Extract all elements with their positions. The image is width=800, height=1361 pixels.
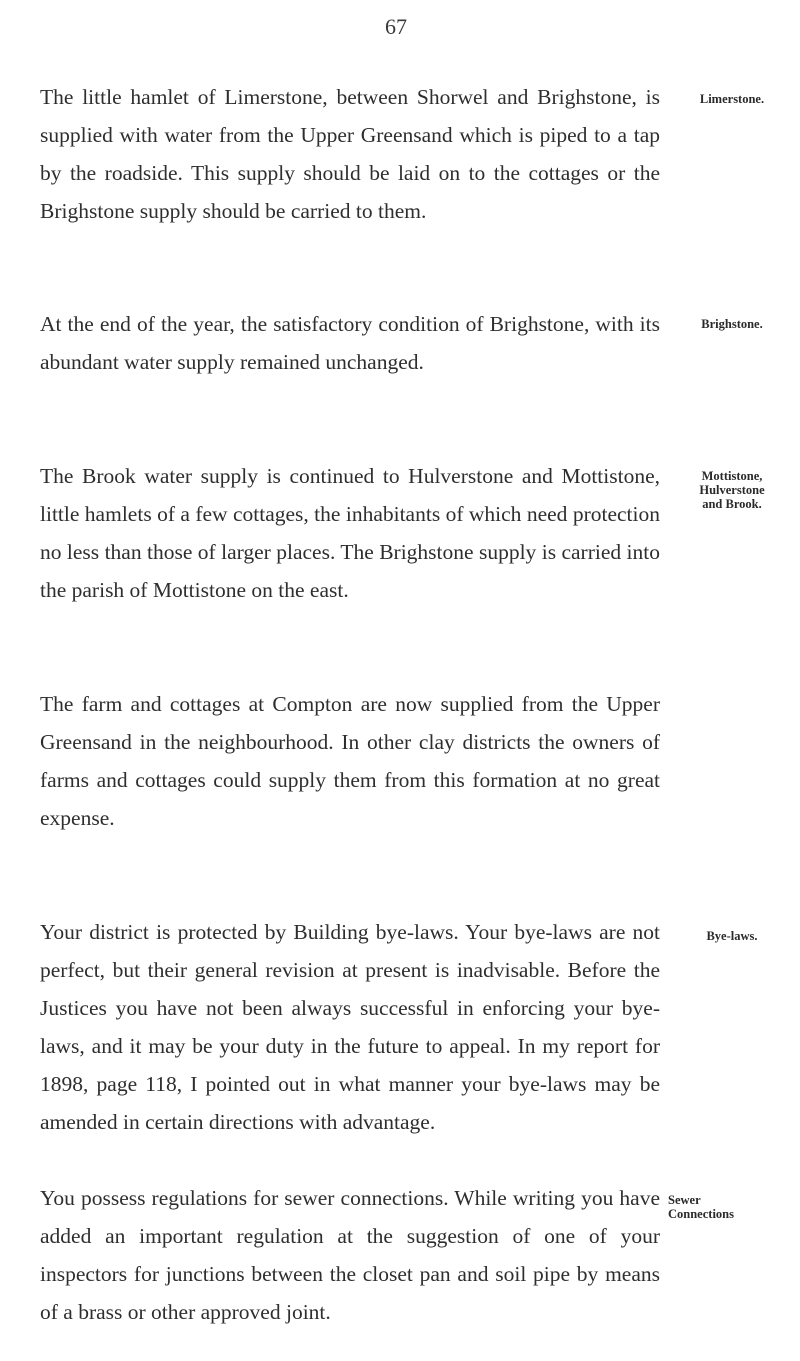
margin-note-line: and Brook. (702, 497, 762, 511)
margin-note-byelaws: Bye-laws. (706, 929, 758, 943)
paragraph-limerstone: The little hamlet of Limerstone, between Shorwel and Brighstone, is supplied with water from the Upper Greensand which is piped to a tap by the roadside. This supply should be laid on to the cottages or the Brighstone supply should be carried to them. (40, 85, 660, 223)
paragraph-brighstone: At the end of the year, the satisfactory condition of Brighstone, with its abundant water supply remained unchanged. (40, 312, 660, 374)
paragraph-byelaws: Your district is protected by Building bye-laws. Your bye-laws are not perfect, but their general revision at present is inadvisable. Before the Justices you have not been always successful in enforcing your bye-laws, and it may be your duty in the future to appeal. In my report for 1898, page 118, I pointed out in what manner your bye-laws may be amended in certain directions with advantage. (40, 920, 660, 1134)
page-number: 67 (385, 14, 407, 39)
paragraph-brook: The Brook water supply is continued to Hulverstone and Mottistone, little hamlets of a few cottages, the inhabitants of which need protection no less than those of larger places. The Brighstone supply is carried into the parish of Mottistone on the east. (40, 464, 660, 602)
paragraph-compton: The farm and cottages at Compton are now supplied from the Upper Greensand in the neighbourhood. In other clay districts the owners of farms and cottages could supply them from this formation at no great expense. (40, 692, 660, 830)
paragraph-sewer: You possess regulations for sewer connections. While writing you have added an important regulation at the suggestion of one of your inspectors for junctions between the closet pan and soil pipe by means of a brass or other approved joint. (40, 1186, 660, 1324)
margin-note-sewer (668, 1193, 796, 1221)
margin-note-line: Connections (668, 1207, 734, 1221)
margin-note-limerstone: Limerstone. (699, 92, 765, 106)
margin-note-line: Hulverstone (699, 483, 765, 497)
margin-note-line: Mottistone, (701, 469, 763, 483)
margin-note-brighstone: Brighstone. (701, 317, 763, 331)
margin-note-line: Sewer (668, 1193, 701, 1207)
margin-note-mottistone (668, 469, 796, 511)
